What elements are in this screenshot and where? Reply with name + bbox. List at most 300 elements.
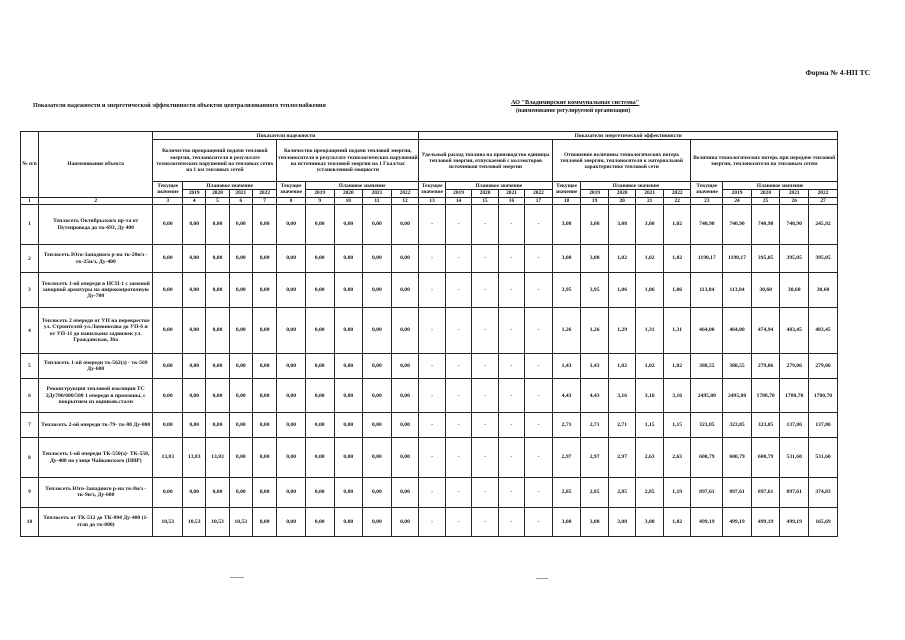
- value-cell: 323,85: [751, 413, 780, 438]
- object-name: Теплосеть 1-ой очереди в НСП-1 с заменой запорной арматуры на широкопроточную Ду-700: [39, 273, 153, 308]
- value-cell: 0,00: [229, 205, 252, 245]
- value-cell: 1780,70: [751, 379, 780, 413]
- value-cell: 0,00: [229, 245, 252, 273]
- value-cell: 0,00: [277, 205, 306, 245]
- value-cell: 0,00: [153, 413, 183, 438]
- value-cell: 0,00: [206, 245, 229, 273]
- value-cell: 1,02: [636, 354, 664, 379]
- value-cell: 0,00: [252, 205, 276, 245]
- value-cell: 3,08: [581, 205, 609, 245]
- value-cell: 0,00: [277, 354, 306, 379]
- value-cell: 0,00: [153, 245, 183, 273]
- value-cell: 3,08: [636, 205, 664, 245]
- value-cell: -: [498, 354, 524, 379]
- header-year: 2020: [206, 189, 229, 197]
- value-cell: 0,00: [252, 245, 276, 273]
- value-cell: 3,08: [581, 245, 609, 273]
- value-cell: 0,00: [363, 478, 392, 507]
- value-cell: 0,00: [305, 379, 334, 413]
- value-cell: 0,00: [252, 379, 276, 413]
- header-year: 2022: [391, 189, 419, 197]
- value-cell: -: [419, 273, 445, 308]
- value-cell: -: [419, 507, 445, 536]
- value-cell: 137,86: [780, 413, 809, 438]
- column-number: 21: [636, 197, 664, 205]
- value-cell: 0,00: [206, 413, 229, 438]
- value-cell: 1,31: [663, 308, 691, 354]
- value-cell: 10,53: [183, 507, 206, 536]
- value-cell: 0,00: [206, 205, 229, 245]
- value-cell: 1,43: [581, 354, 609, 379]
- header-year: 2022: [663, 189, 691, 197]
- value-cell: 2495,80: [723, 379, 752, 413]
- object-name: Теплосеть 1-ой очереди тк-562(з) - тк-569 Ду-600: [39, 354, 153, 379]
- value-cell: 0,00: [206, 379, 229, 413]
- column-number: 5: [206, 197, 229, 205]
- value-cell: 0,00: [305, 507, 334, 536]
- value-cell: 3,08: [552, 245, 581, 273]
- value-cell: 0,00: [229, 478, 252, 507]
- value-cell: 0,00: [363, 379, 392, 413]
- value-cell: 3,95: [581, 273, 609, 308]
- value-cell: 1,02: [663, 205, 691, 245]
- value-cell: 740,90: [751, 205, 780, 245]
- header-object-name: Наименование объекта: [39, 132, 153, 198]
- value-cell: -: [445, 507, 471, 536]
- value-cell: 1,06: [663, 273, 691, 308]
- value-cell: -: [525, 507, 553, 536]
- value-cell: -: [445, 413, 471, 438]
- value-cell: 1,43: [552, 354, 581, 379]
- value-cell: 4,43: [552, 379, 581, 413]
- value-cell: -: [472, 413, 498, 438]
- column-number: 2: [39, 197, 153, 205]
- value-cell: -: [445, 379, 471, 413]
- header-year: 2021: [636, 189, 664, 197]
- value-cell: 0,00: [363, 308, 392, 354]
- value-cell: 3,16: [636, 379, 664, 413]
- value-cell: 0,00: [334, 478, 363, 507]
- header-loss-ratio: Отношение величины технологических потерь тепловой энергии, теплоносителя к материальной характеристике тепловой сети: [552, 140, 691, 182]
- column-number: 26: [780, 197, 809, 205]
- header-year: 2022: [525, 189, 553, 197]
- value-cell: 113,84: [691, 273, 723, 308]
- value-cell: 0,00: [391, 478, 419, 507]
- value-cell: 2,85: [552, 478, 581, 507]
- header-current: Текущее значение: [153, 182, 183, 197]
- value-cell: -: [419, 438, 445, 478]
- value-cell: 897,61: [723, 478, 752, 507]
- value-cell: 0,00: [183, 379, 206, 413]
- value-cell: 2,63: [636, 438, 664, 478]
- column-number: 25: [751, 197, 780, 205]
- value-cell: -: [498, 478, 524, 507]
- value-cell: -: [525, 413, 553, 438]
- object-name: Теплосеть Юго-Западного р-на тк-8н/з - тк-9н/з, Ду-600: [39, 478, 153, 507]
- value-cell: 499,19: [723, 507, 752, 536]
- value-cell: 0,00: [229, 413, 252, 438]
- column-number: 17: [525, 197, 553, 205]
- value-cell: -: [498, 245, 524, 273]
- value-cell: 113,84: [723, 273, 752, 308]
- value-cell: -: [498, 413, 524, 438]
- value-cell: 0,00: [391, 507, 419, 536]
- row-number: 9: [21, 478, 39, 507]
- column-number: 1: [21, 197, 39, 205]
- value-cell: -: [525, 308, 553, 354]
- value-cell: 2,85: [581, 478, 609, 507]
- value-cell: 279,06: [780, 354, 809, 379]
- value-cell: 2495,80: [691, 379, 723, 413]
- header-year: 2022: [252, 189, 276, 197]
- header-current: Текущее значение: [419, 182, 445, 197]
- column-number: 23: [691, 197, 723, 205]
- value-cell: -: [472, 379, 498, 413]
- value-cell: 0,00: [305, 273, 334, 308]
- table-row: [21, 205, 838, 245]
- value-cell: 2,71: [552, 413, 581, 438]
- value-cell: 1,02: [608, 354, 636, 379]
- value-cell: 395,05: [780, 245, 809, 273]
- value-cell: 0,00: [334, 273, 363, 308]
- value-cell: 323,85: [691, 413, 723, 438]
- value-cell: 30,60: [751, 273, 780, 308]
- value-cell: 0,00: [252, 413, 276, 438]
- table-row: [21, 354, 838, 379]
- value-cell: 0,00: [334, 308, 363, 354]
- value-cell: -: [445, 478, 471, 507]
- header-year: 2021: [229, 189, 252, 197]
- value-cell: 3,08: [636, 507, 664, 536]
- header-planned: Плановое значение: [305, 182, 418, 190]
- value-cell: 1190,17: [691, 245, 723, 273]
- value-cell: 0,00: [277, 273, 306, 308]
- value-cell: -: [498, 438, 524, 478]
- value-cell: 531,60: [780, 438, 809, 478]
- value-cell: 1,02: [636, 245, 664, 273]
- object-name: Реконструкция тепловой изоляции ТС 2Ду700/600/500 1 очереди в промзоны, с покрытием из оцинков.стали: [39, 379, 153, 413]
- value-cell: 3,08: [608, 507, 636, 536]
- row-number: 5: [21, 354, 39, 379]
- value-cell: -: [525, 245, 553, 273]
- column-number: 6: [229, 197, 252, 205]
- value-cell: 323,85: [723, 413, 752, 438]
- row-number: 10: [21, 507, 39, 536]
- value-cell: 0,00: [391, 379, 419, 413]
- value-cell: -: [472, 354, 498, 379]
- value-cell: 0,00: [363, 245, 392, 273]
- column-number: 18: [552, 197, 581, 205]
- value-cell: 1780,70: [780, 379, 809, 413]
- object-name: Теплосеть Юго-Западного р-на тк-20н/з - тк-25н/з, Ду-400: [39, 245, 153, 273]
- value-cell: -: [445, 438, 471, 478]
- value-cell: 0,00: [391, 354, 419, 379]
- value-cell: 0,00: [363, 273, 392, 308]
- value-cell: -: [419, 478, 445, 507]
- value-cell: 2,97: [581, 438, 609, 478]
- value-cell: 374,83: [809, 478, 838, 507]
- value-cell: -: [472, 438, 498, 478]
- value-cell: 0,00: [363, 507, 392, 536]
- value-cell: 0,00: [183, 245, 206, 273]
- value-cell: 1,19: [663, 478, 691, 507]
- value-cell: -: [525, 438, 553, 478]
- value-cell: -: [445, 273, 471, 308]
- value-cell: 0,00: [277, 438, 306, 478]
- value-cell: 0,00: [252, 273, 276, 308]
- value-cell: 395,05: [751, 245, 780, 273]
- column-number: 14: [445, 197, 471, 205]
- header-year: 2020: [334, 189, 363, 197]
- value-cell: 600,79: [691, 438, 723, 478]
- value-cell: 0,00: [153, 273, 183, 308]
- value-cell: 10,53: [229, 507, 252, 536]
- value-cell: 2,63: [663, 438, 691, 478]
- value-cell: 0,00: [153, 308, 183, 354]
- value-cell: 897,61: [780, 478, 809, 507]
- header-year: 2019: [723, 189, 752, 197]
- header-efficiency: Показатели энергетической эффективности: [419, 132, 838, 140]
- value-cell: 0,00: [183, 273, 206, 308]
- value-cell: 0,00: [252, 354, 276, 379]
- value-cell: 1,02: [663, 507, 691, 536]
- value-cell: 499,19: [691, 507, 723, 536]
- value-cell: 0,00: [334, 413, 363, 438]
- value-cell: 13,83: [153, 438, 183, 478]
- value-cell: 0,00: [305, 478, 334, 507]
- column-number: 3: [153, 197, 183, 205]
- header-planned: Плановое значение: [723, 182, 838, 190]
- value-cell: 464,00: [723, 308, 752, 354]
- value-cell: 897,61: [691, 478, 723, 507]
- value-cell: 4,43: [581, 379, 609, 413]
- value-cell: 279,06: [751, 354, 780, 379]
- value-cell: 0,00: [229, 379, 252, 413]
- value-cell: 0,00: [252, 438, 276, 478]
- value-cell: 0,00: [153, 354, 183, 379]
- value-cell: 0,00: [277, 308, 306, 354]
- value-cell: 2,71: [608, 413, 636, 438]
- value-cell: 0,00: [277, 478, 306, 507]
- value-cell: 0,00: [183, 413, 206, 438]
- value-cell: 740,90: [780, 205, 809, 245]
- column-number: 27: [809, 197, 838, 205]
- header-year: 2021: [498, 189, 524, 197]
- value-cell: 0,00: [206, 273, 229, 308]
- table-row: [21, 438, 838, 478]
- column-number: 10: [334, 197, 363, 205]
- table-row: [21, 308, 838, 354]
- column-number: 22: [663, 197, 691, 205]
- organization-caption: (наименование регулируемой организации): [516, 108, 631, 114]
- value-cell: 483,45: [780, 308, 809, 354]
- value-cell: 165,69: [809, 507, 838, 536]
- scan-mark: [230, 577, 244, 578]
- column-number: 12: [391, 197, 419, 205]
- row-number: 3: [21, 273, 39, 308]
- value-cell: 531,60: [809, 438, 838, 478]
- value-cell: 1190,17: [723, 245, 752, 273]
- value-cell: 10,53: [206, 507, 229, 536]
- header-year: 2021: [363, 189, 392, 197]
- column-number: 19: [581, 197, 609, 205]
- value-cell: 0,00: [277, 245, 306, 273]
- value-cell: 0,00: [183, 478, 206, 507]
- value-cell: 0,00: [206, 478, 229, 507]
- value-cell: 0,00: [391, 273, 419, 308]
- object-name: Теплосеть Октябрьского пр-та от Путепровода до тк-693, Ду 400: [39, 205, 153, 245]
- row-number: 6: [21, 379, 39, 413]
- value-cell: -: [419, 205, 445, 245]
- value-cell: 740,90: [691, 205, 723, 245]
- value-cell: 499,19: [751, 507, 780, 536]
- value-cell: 30,60: [809, 273, 838, 308]
- value-cell: 0,00: [334, 354, 363, 379]
- column-number: 13: [419, 197, 445, 205]
- value-cell: 3,08: [581, 507, 609, 536]
- column-number: 11: [363, 197, 392, 205]
- value-cell: 0,00: [277, 379, 306, 413]
- value-cell: 1780,70: [809, 379, 838, 413]
- value-cell: 897,61: [751, 478, 780, 507]
- scan-mark: [536, 578, 548, 579]
- value-cell: 474,94: [751, 308, 780, 354]
- table-row: [21, 507, 838, 536]
- indicators-table: [20, 131, 838, 537]
- value-cell: 0,00: [252, 308, 276, 354]
- value-cell: 0,00: [391, 308, 419, 354]
- header-current: Текущее значение: [552, 182, 581, 197]
- value-cell: 3,08: [552, 507, 581, 536]
- value-cell: -: [445, 245, 471, 273]
- header-outages-sources: Количество прекращений подачи тепловой энергии, теплоносителя в результате технологических нарушений на источниках тепловой энергии на 1 Гкал/час установленной мощности: [277, 140, 419, 182]
- value-cell: 2,85: [636, 478, 664, 507]
- value-cell: 0,00: [334, 205, 363, 245]
- value-cell: 1,02: [608, 245, 636, 273]
- value-cell: 10,53: [153, 507, 183, 536]
- row-number: 8: [21, 438, 39, 478]
- value-cell: 0,00: [229, 308, 252, 354]
- value-cell: 0,00: [391, 205, 419, 245]
- header-current: Текущее значение: [691, 182, 723, 197]
- header-year: 2020: [472, 189, 498, 197]
- value-cell: -: [498, 308, 524, 354]
- column-number: 20: [608, 197, 636, 205]
- table-row: [21, 478, 838, 507]
- value-cell: -: [525, 379, 553, 413]
- value-cell: 3,16: [608, 379, 636, 413]
- object-name: Теплосеть 1-ой очереди ТК-550(з)- ТК-558, Ду-400 по улице Чайковского (ПИР): [39, 438, 153, 478]
- header-number: № п/п: [21, 132, 39, 198]
- header-technological-losses: Величина технологических потерь при передаче тепловой энергии, теплоносителя по тепловым сетям: [691, 140, 838, 182]
- table-row: [21, 245, 838, 273]
- value-cell: 0,00: [277, 507, 306, 536]
- value-cell: -: [525, 205, 553, 245]
- value-cell: 0,00: [391, 413, 419, 438]
- value-cell: -: [419, 308, 445, 354]
- header-year: 2019: [581, 189, 609, 197]
- header-planned: Плановое значение: [445, 182, 552, 190]
- header-outages-networks: Количество прекращений подачи тепловой энергии, теплоносителя в результате технологических нарушений на тепловых сетях на 1 км тепловых сетей: [153, 140, 277, 182]
- value-cell: -: [472, 507, 498, 536]
- value-cell: 0,00: [183, 354, 206, 379]
- value-cell: 0,00: [252, 478, 276, 507]
- value-cell: 1,15: [663, 413, 691, 438]
- value-cell: -: [472, 478, 498, 507]
- value-cell: 1,02: [663, 354, 691, 379]
- value-cell: 0,00: [153, 478, 183, 507]
- value-cell: 0,00: [183, 308, 206, 354]
- value-cell: 1,26: [552, 308, 581, 354]
- value-cell: 1,02: [663, 245, 691, 273]
- table-row: [21, 379, 838, 413]
- value-cell: -: [445, 205, 471, 245]
- value-cell: 0,00: [305, 413, 334, 438]
- value-cell: -: [498, 205, 524, 245]
- value-cell: 1,31: [636, 308, 664, 354]
- row-number: 4: [21, 308, 39, 354]
- value-cell: 137,86: [809, 413, 838, 438]
- value-cell: 395,05: [809, 245, 838, 273]
- value-cell: -: [445, 308, 471, 354]
- value-cell: -: [419, 379, 445, 413]
- value-cell: 388,55: [723, 354, 752, 379]
- value-cell: 0,00: [363, 205, 392, 245]
- column-number: 15: [472, 197, 498, 205]
- header-fuel-consumption: Удельный расход топлива на производство единицы тепловой энергии, отпускаемой с коллекторов источников тепловой энергии: [419, 140, 552, 182]
- column-number: 8: [277, 197, 306, 205]
- header-year: 2019: [445, 189, 471, 197]
- value-cell: 1,06: [608, 273, 636, 308]
- value-cell: 0,00: [334, 507, 363, 536]
- value-cell: -: [498, 273, 524, 308]
- value-cell: 499,19: [780, 507, 809, 536]
- header-year: 2020: [751, 189, 780, 197]
- column-number: 7: [252, 197, 276, 205]
- value-cell: 0,00: [363, 413, 392, 438]
- value-cell: 0,00: [229, 273, 252, 308]
- value-cell: 0,00: [334, 245, 363, 273]
- value-cell: 483,45: [809, 308, 838, 354]
- value-cell: 3,16: [663, 379, 691, 413]
- header-year: 2019: [183, 189, 206, 197]
- value-cell: 0,00: [391, 438, 419, 478]
- value-cell: 0,00: [305, 354, 334, 379]
- value-cell: 0,00: [252, 507, 276, 536]
- column-number: 4: [183, 197, 206, 205]
- table-row: [21, 413, 838, 438]
- value-cell: 2,97: [608, 438, 636, 478]
- value-cell: 464,00: [691, 308, 723, 354]
- value-cell: -: [525, 273, 553, 308]
- value-cell: 0,00: [305, 438, 334, 478]
- value-cell: 0,00: [305, 205, 334, 245]
- value-cell: 3,95: [552, 273, 581, 308]
- value-cell: 1,29: [608, 308, 636, 354]
- value-cell: -: [419, 413, 445, 438]
- value-cell: 3,08: [608, 205, 636, 245]
- row-number: 7: [21, 413, 39, 438]
- header-reliability: Показатели надежности: [153, 132, 419, 140]
- value-cell: -: [419, 354, 445, 379]
- value-cell: -: [419, 245, 445, 273]
- organization-name: АО "Владимирские коммунальные системы": [511, 99, 640, 106]
- row-number: 1: [21, 205, 39, 245]
- object-name: Теплосеть 2-ой очереди тк-79- тк-80 Ду-800: [39, 413, 153, 438]
- value-cell: 0,00: [229, 354, 252, 379]
- value-cell: 0,00: [153, 205, 183, 245]
- value-cell: 0,00: [305, 245, 334, 273]
